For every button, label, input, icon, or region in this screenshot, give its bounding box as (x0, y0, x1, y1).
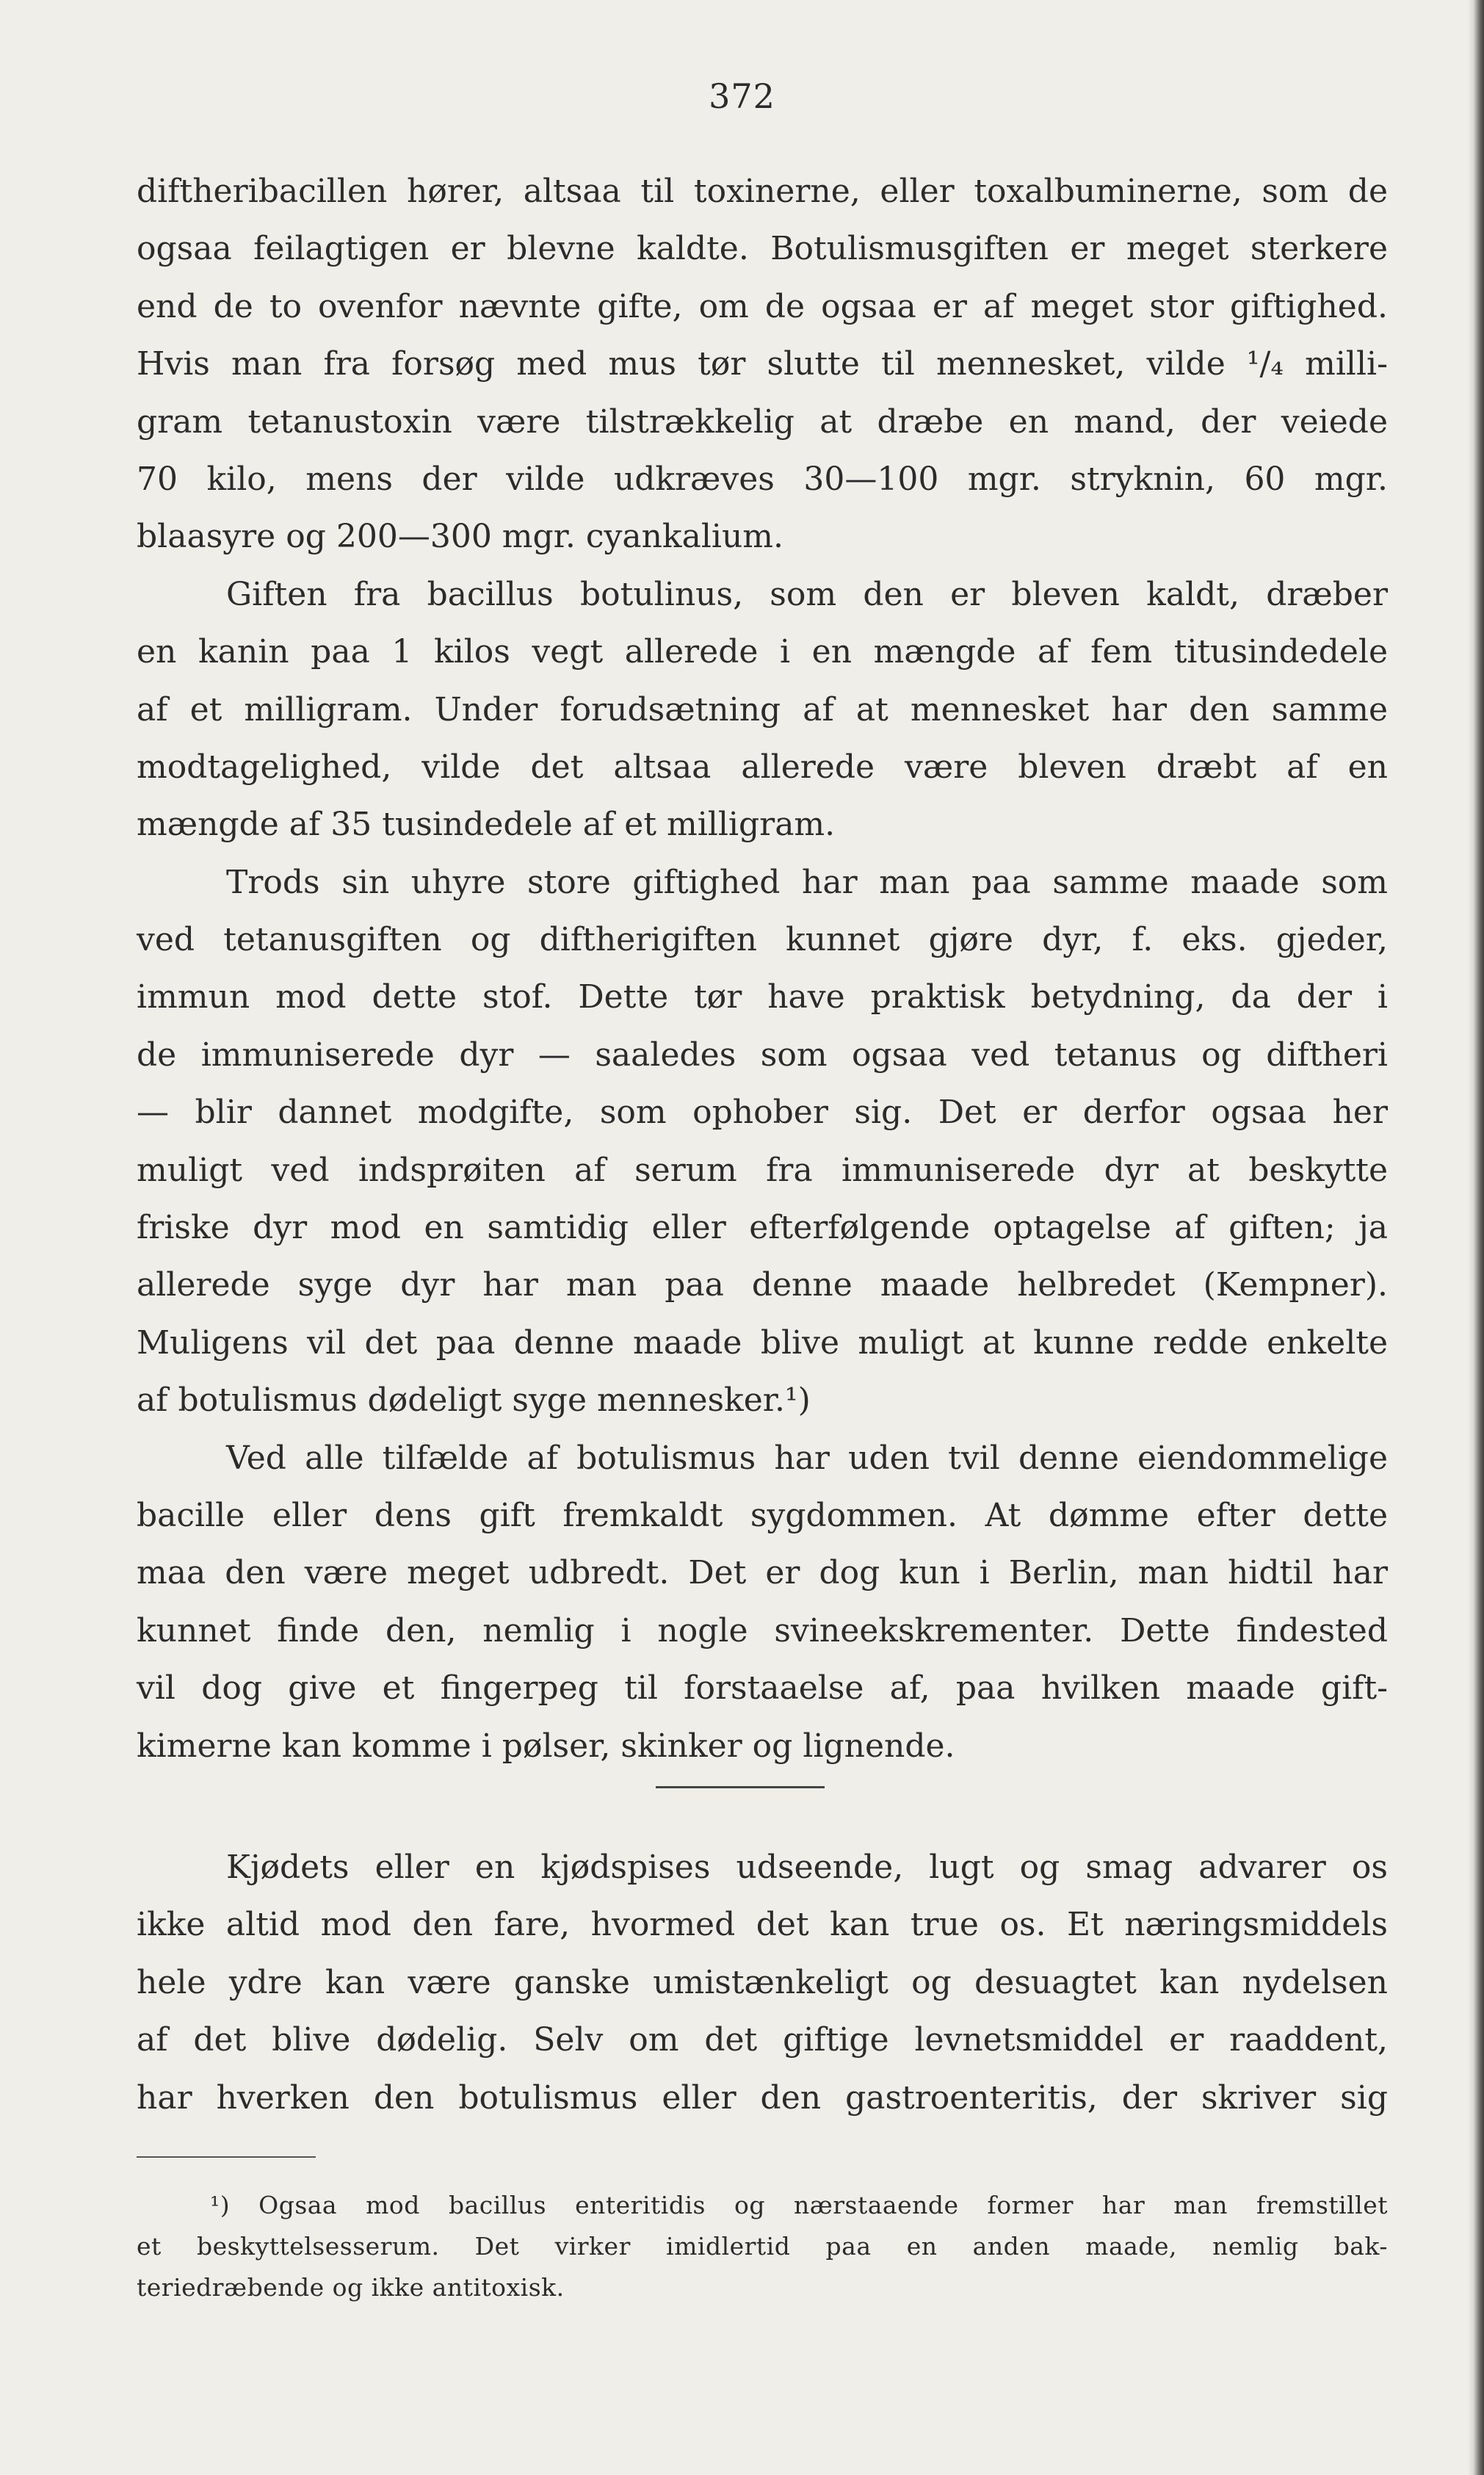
text-line: kimerne kan komme i pølser, skinker og lignende. (137, 1727, 955, 1765)
paragraph-4 (137, 1430, 1388, 1775)
text-line: har hverken den botulismus eller den gastroenteritis, der skriver sig (137, 2078, 1388, 2117)
text-line: friske dyr mod en samtidig eller efterfølgende optagelse af giften; ja (137, 1209, 1388, 1247)
text-line: immun mod dette stof. Dette tør have praktisk betydning, da der i (137, 978, 1388, 1016)
text-line: af det blive dødelig. Selv om det giftige levnetsmiddel er raaddent, (137, 2021, 1388, 2059)
paragraph-3 (137, 854, 1388, 1430)
page-edge-shadow (1468, 0, 1484, 2475)
text-line: end de to ovenfor nævnte gifte, om de ogsaa er af meget stor giftighed. (137, 287, 1388, 325)
page-number: 372 (709, 76, 775, 116)
text-line: Giften fra bacillus botulinus, som den er bleven kaldt, dræber (226, 575, 1388, 613)
footnote (137, 2185, 1388, 2308)
text-line: 70 kilo, mens der vilde udkræves 30—100 mgr. stryknin, 60 mgr. (137, 460, 1388, 498)
section-2-text (137, 1839, 1388, 2127)
text-line: en kanin paa 1 kilos vegt allerede i en mængde af fem titusindedele (137, 633, 1388, 671)
body-text (137, 163, 1388, 1775)
text-line: bacille eller dens gift fremkaldt sygdommen. At dømme efter dette (137, 1496, 1388, 1534)
text-line: muligt ved indsprøiten af serum fra immuniserede dyr at beskytte (137, 1151, 1388, 1189)
text-line: ogsaa feilagtigen er blevne kaldte. Botulismusgiften er meget sterkere (137, 230, 1388, 268)
paragraph-2 (137, 566, 1388, 854)
paragraph-1 (137, 163, 1388, 566)
text-line: Ved alle tilfælde af botulismus har uden tvil denne eiendommelige (226, 1439, 1388, 1477)
text-line: maa den være meget udbredt. Det er dog kun i Berlin, man hidtil har (137, 1554, 1388, 1592)
text-line: Hvis man fra forsøg med mus tør slutte til mennesket, vilde ¹/₄ milli- (137, 345, 1388, 383)
footnote-line: teriedræbende og ikke antitoxisk. (137, 2273, 565, 2302)
text-line: ved tetanusgiften og diftherigiften kunnet gjøre dyr, f. eks. gjeder, (137, 921, 1388, 959)
text-line: vil dog give et fingerpeg til forstaaelse af, paa hvilken maade gift- (137, 1669, 1388, 1708)
text-line: ikke altid mod den fare, hvormed det kan true os. Et næringsmiddels (137, 1906, 1388, 1944)
text-line: gram tetanustoxin være tilstrækkelig at dræbe en mand, der veiede (137, 402, 1388, 441)
footnote-line: et beskyttelsesserum. Det virker imidlertid paa en anden maade, nemlig bak- (137, 2232, 1388, 2261)
text-line: af et milligram. Under forudsætning af at mennesket har den samme (137, 690, 1388, 729)
footnote-rule (137, 2156, 316, 2158)
footnote-line: ¹) Ogsaa mod bacillus enteritidis og nærstaaende former har man fremstillet (210, 2191, 1388, 2219)
section-divider (656, 1786, 825, 1788)
text-line: Kjødets eller en kjødspises udseende, lugt og smag advarer os (226, 1849, 1388, 1886)
text-line: Muligens vil det paa denne maade blive muligt at kunne redde enkelte (137, 1323, 1388, 1362)
text-line: de immuniserede dyr — saaledes som ogsaa ved tetanus og diftheri (137, 1036, 1388, 1074)
text-line: kunnet finde den, nemlig i nogle svineekskrementer. Dette findested (137, 1611, 1388, 1650)
text-line: allerede syge dyr har man paa denne maade helbredet (Kempner). (137, 1266, 1388, 1304)
text-line: blaasyre og 200—300 mgr. cyankalium. (137, 518, 784, 556)
text-line: — blir dannet modgifte, som ophober sig. Det er derfor ogsaa her (137, 1094, 1388, 1132)
text-line: hele ydre kan være ganske umistænkeligt og desuagtet kan nydelsen (137, 1963, 1388, 2001)
text-line: diftheribacillen hører, altsaa til toxinerne, eller toxalbuminerne, som de (137, 173, 1388, 210)
text-line: mængde af 35 tusindedele af et milligram. (137, 806, 836, 844)
text-line: modtagelighed, vilde det altsaa allerede være bleven dræbt af en (137, 748, 1388, 786)
text-line: Trods sin uhyre store giftighed har man paa samme maade som (226, 863, 1388, 901)
text-line: af botulismus dødeligt syge mennesker.¹) (137, 1381, 811, 1420)
